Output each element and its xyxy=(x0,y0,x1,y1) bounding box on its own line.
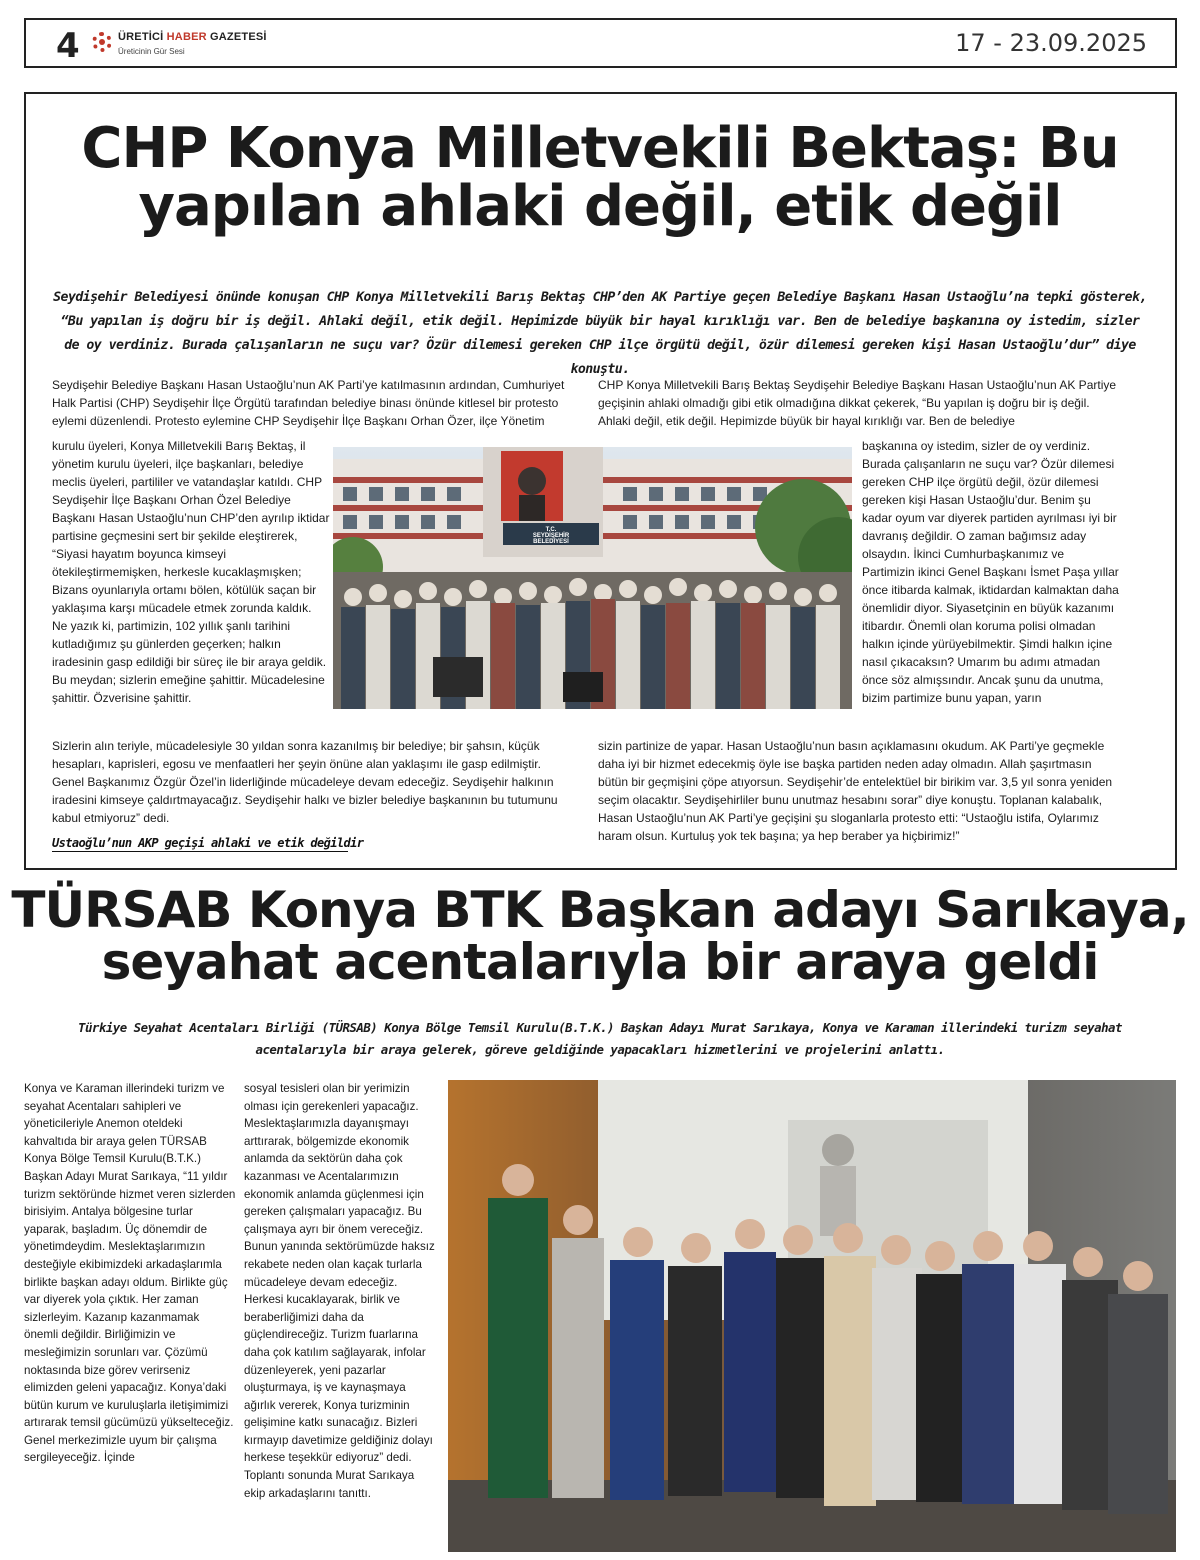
article1-col2-bottom: sizin partinize de yapar. Hasan Ustaoğlu’nun basın açıklamasını okudum. AK Parti’ye geçmekle daha iyi bir hizmet edecekmiş öyle ise başka partiden neden aday olmadın. Allah şaşırtmasın bütün bir geçmişini çöpe atıyorsun. Seydişehir’de entelektüel bir birikim var. 3,5 yıl sonra yeniden seçim olacaktır. Seydişehirliler bunu unutmaz hesabını sorar” diye konuştu. Toplanan kalabalık, Hasan Ustaoğlu’nun AK Parti’ye geçişini şu sloganlarla protesto etti: “Ustaoğlu istifa, Oylarımız haram olsun. Kurtuluş yok tek başına; ya hep beraber ya hiçbirimiz!” xyxy=(598,739,1113,843)
protest-photo[interactable] xyxy=(333,447,852,709)
article2-lead: Türkiye Seyahat Acentaları Birliği (TÜRSAB) Konya Bölge Temsil Kurulu(B.T.K.) Başkan Adayı Murat Sarıkaya, Konya ve Karaman illerindeki turizm seyahat acentalarıyla bir araya gelerek, göreve geldiğinde yapacakları hizmetlerini ve projelerini anlattı. xyxy=(78,1020,1122,1057)
article1-col1-top: Seydişehir Belediye Başkanı Hasan Ustaoğlu’nun AK Parti’ye katılmasının ardından, Cumhuriyet Halk Partisi (CHP) Seydişehir İlçe Örgütü tarafından belediye binası önünde kitlesel bir protesto eylemi düzenlendi. Protesto eylemine CHP Seydişehir İlçe Başkanı Orhan Özer, ilçe Yönetim xyxy=(52,378,565,428)
protest-photo-illustration xyxy=(333,447,852,709)
newspaper-logo[interactable] xyxy=(92,28,292,62)
article1-col1-side: kurulu üyeleri, Konya Milletvekili Barış Bektaş, il yönetim kurulu üyeleri, ilçe başkanları, belediye meclis üyeleri, partililer ve vatandaşlar katıldı. CHP Seydişehir İlçe Başkanı Orhan Özel Belediye Başkanı Hasan Ustaoğlu’nun CHP’den ayrılıp iktidar partisine geçmesini sert bir şekilde eleştirerek, “Siyasi hayatım boyunca kimseyi ötekileştirmemişken, herkesle kucaklaşmışken; Bizans oyunlarıyla ortamı bölen, kötülük saçan bir yaklaşıma karşı mücadele etmek zorunda kaldık. Ne yazık ki, partimizin, 102 yıllık şanlı tarihini kutladığımız şu günlerden geçerken; halkın iradesinin gasp edildiği bir süreç ile bir araya geldik. Bu meydan; sizlerin emeğine şahittir. Mücadelesine şahittir. Özverisine şahittir. xyxy=(52,439,330,705)
article1-col1-bottom: Sizlerin alın teriyle, mücadelesiyle 30 yıldan sonra kazanılmış bir belediye; bir şahsın, küçük hesapları, kaprisleri, egosu ve menfaatleri her şeyin önüne alan yaklaşımı ile gasp edilmiştir. Genel Başkanımız Özgür Özel’in liderliğinde mücadeleye devam edeceğiz. Seydişehir halkının iradesini kimseye çaldırtmayacağız. Seydişehir halkı ve bizler belediye başkanının bu tutumunu kabul etmiyoruz” dedi. xyxy=(52,739,558,825)
logo-slogan: Üreticinin Gür Sesi xyxy=(118,47,185,56)
issue-date: 17 - 23.09.2025 xyxy=(955,29,1147,57)
article2-headline: TÜRSAB Konya BTK Başkan adayı Sarıkaya, seyahat acentalarıyla bir araya geldi xyxy=(11,881,1189,991)
photo-sign-line2: SEYDİŞEHİR xyxy=(532,533,570,539)
gear-logo-icon xyxy=(92,32,112,52)
photo-sign-line3: BELEDİYESİ xyxy=(533,539,569,545)
article1-headline: CHP Konya Milletvekili Bektaş: Bu yapılan ahlaki değil, etik değil xyxy=(81,116,1119,240)
article1-lead: Seydişehir Belediyesi önünde konuşan CHP Konya Milletvekili Barış Bektaş CHP’den AK Partiye geçen Belediye Başkanı Hasan Ustaoğlu’na tepki gösterek, “Bu yapılan iş doğru bir iş değil. Ahlaki değil, etik değil. Hepimizde büyük bir hayal kırıklığı var. Ben de belediye başkanına oy istedim, sizler de oy verdiniz. Burada çalışanların ne suçu var? Özür dilemesi gereken CHP ilçe örgütü değil, özür dilemesi gereken kişi Hasan Ustaoğlu’dur” diye konuştu. xyxy=(53,290,1147,377)
article2-col2: sosyal tesisleri olan bir yerimizin olması için gerekenleri yapacağız. Meslektaşlarımızla dayanışmayı arttırarak, bölgemizde ekonomik anlamda da sektörün daha çok kazanması ve Acentalarımızın ekonomik anlamda güçlenmesi için gereken çalışmaları yapacağız. Bu çalışmaya ayrı bir önem vereceğiz. Bunun yanında sektörümüzde haksız rekabete neden olan kaçak turlarla mücadeleye devam edeceğiz. Herkesi kucaklayarak, birlik ve beraberliğimizi daha da güçlendireceğiz. Turizm fuarlarına daha çok katılım sağlayarak, infolar düzenleyerek, yeni pazarlar oluşturmaya, iş ve kaynaşmaya ağırlık vererek, Konya turizminin gelişimine katkı sunacağız. Bizleri kırmayıp davetimize geldiğiniz dolayı herkese teşekkür ediyoruz” dedi. Toplantı sonunda Murat Sarıkaya ekip arkadaşlarını tanıttı. xyxy=(244,1082,435,1500)
article1-col2-top: CHP Konya Milletvekili Barış Bektaş Seydişehir Belediye Başkanı Hasan Ustaoğlu’nun AK Partiye geçişinin ahlaki olmadığı gibi etik olmadığına dikkat çekerek, “Bu yapılan iş doğru bir iş değil. Ahlaki değil, etik değil. Hepimizde büyük bir hayal kırıklığı var. Ben de belediye xyxy=(598,378,1117,428)
article2-col1: Konya ve Karaman illerindeki turizm ve seyahat Acentaları sahipleri ve yöneticileriyle Anemon oteldeki kahvaltıda bir araya gelen TÜRSAB Konya Bölge Temsil Kurulu(B.T.K.) Başkan Adayı Murat Sarıkaya, “11 yıldır turizm sektöründe hizmet veren sizlerden birisiyim. Antalya bölgesine turlar yaparak, başladım. Üç dönemdir de yönetimdeydim. Meslektaşlarımızın desteğiyle ekibimizdeki arkadaşlarımla birlikte başkan adayı oldum. Birlikte güç var diyerek yola çıktık. Her zaman sizlerleyim. Kazanıp kazanmamak önemli değildir. Birliğimizin ve mesleğimizin sorunları var. Çözümü noktasında bize görev verirseniz elimizden geleni yapacağız. Konya’daki bütün kurum ve kuruluşlarla iletişimimizi artırarak temsil gücümüzü yükselteceğiz. Genel merkezimizle uyum bir çalışma sergileyeceğiz. İçinde xyxy=(24,1082,236,1465)
article1-col2-side: başkanına oy istedim, sizler de oy verdiniz. Burada çalışanların ne suçu var? Özür dilemesi gereken CHP ilçe örgütü değil, özür dilemesi gereken kişi Hasan Ustaoğlu’dur. Benim şu kadar oyum var diyerek partiden ayrılması iyi bir davranış değildir. O zaman bağımsız aday olsaydın. İkinci Cumhurbaşkanımız ve Partimizin ikinci Genel Başkanı İsmet Paşa yıllar önce itibarda kalmak, iktidardan kalmaktan daha önemlidir diyor. Siyasetçinin en büyük kazanımı itibardır. Önemli olan koruma polisi olmadan halkın içinde yürüyebilmektir. Şimdi halkın içine nasıl çıkacaksın? Umarım bu adımı atmadan önce söz almışsındır. Ancak şunu da unutma, bizim partimize bunu yapan, yarın xyxy=(862,439,1119,705)
article1-subheading: Ustaoğlu’nun AKP geçişi ahlaki ve etik değildir xyxy=(52,836,364,850)
page-number: 4 xyxy=(56,26,80,66)
page-header xyxy=(24,18,1177,68)
group-photo[interactable] xyxy=(448,1080,1176,1552)
photo-sign-line1: T.C. xyxy=(545,527,557,533)
logo-title: ÜRETİCİ HABER GAZETESİ xyxy=(118,31,267,43)
group-photo-illustration xyxy=(448,1080,1176,1552)
